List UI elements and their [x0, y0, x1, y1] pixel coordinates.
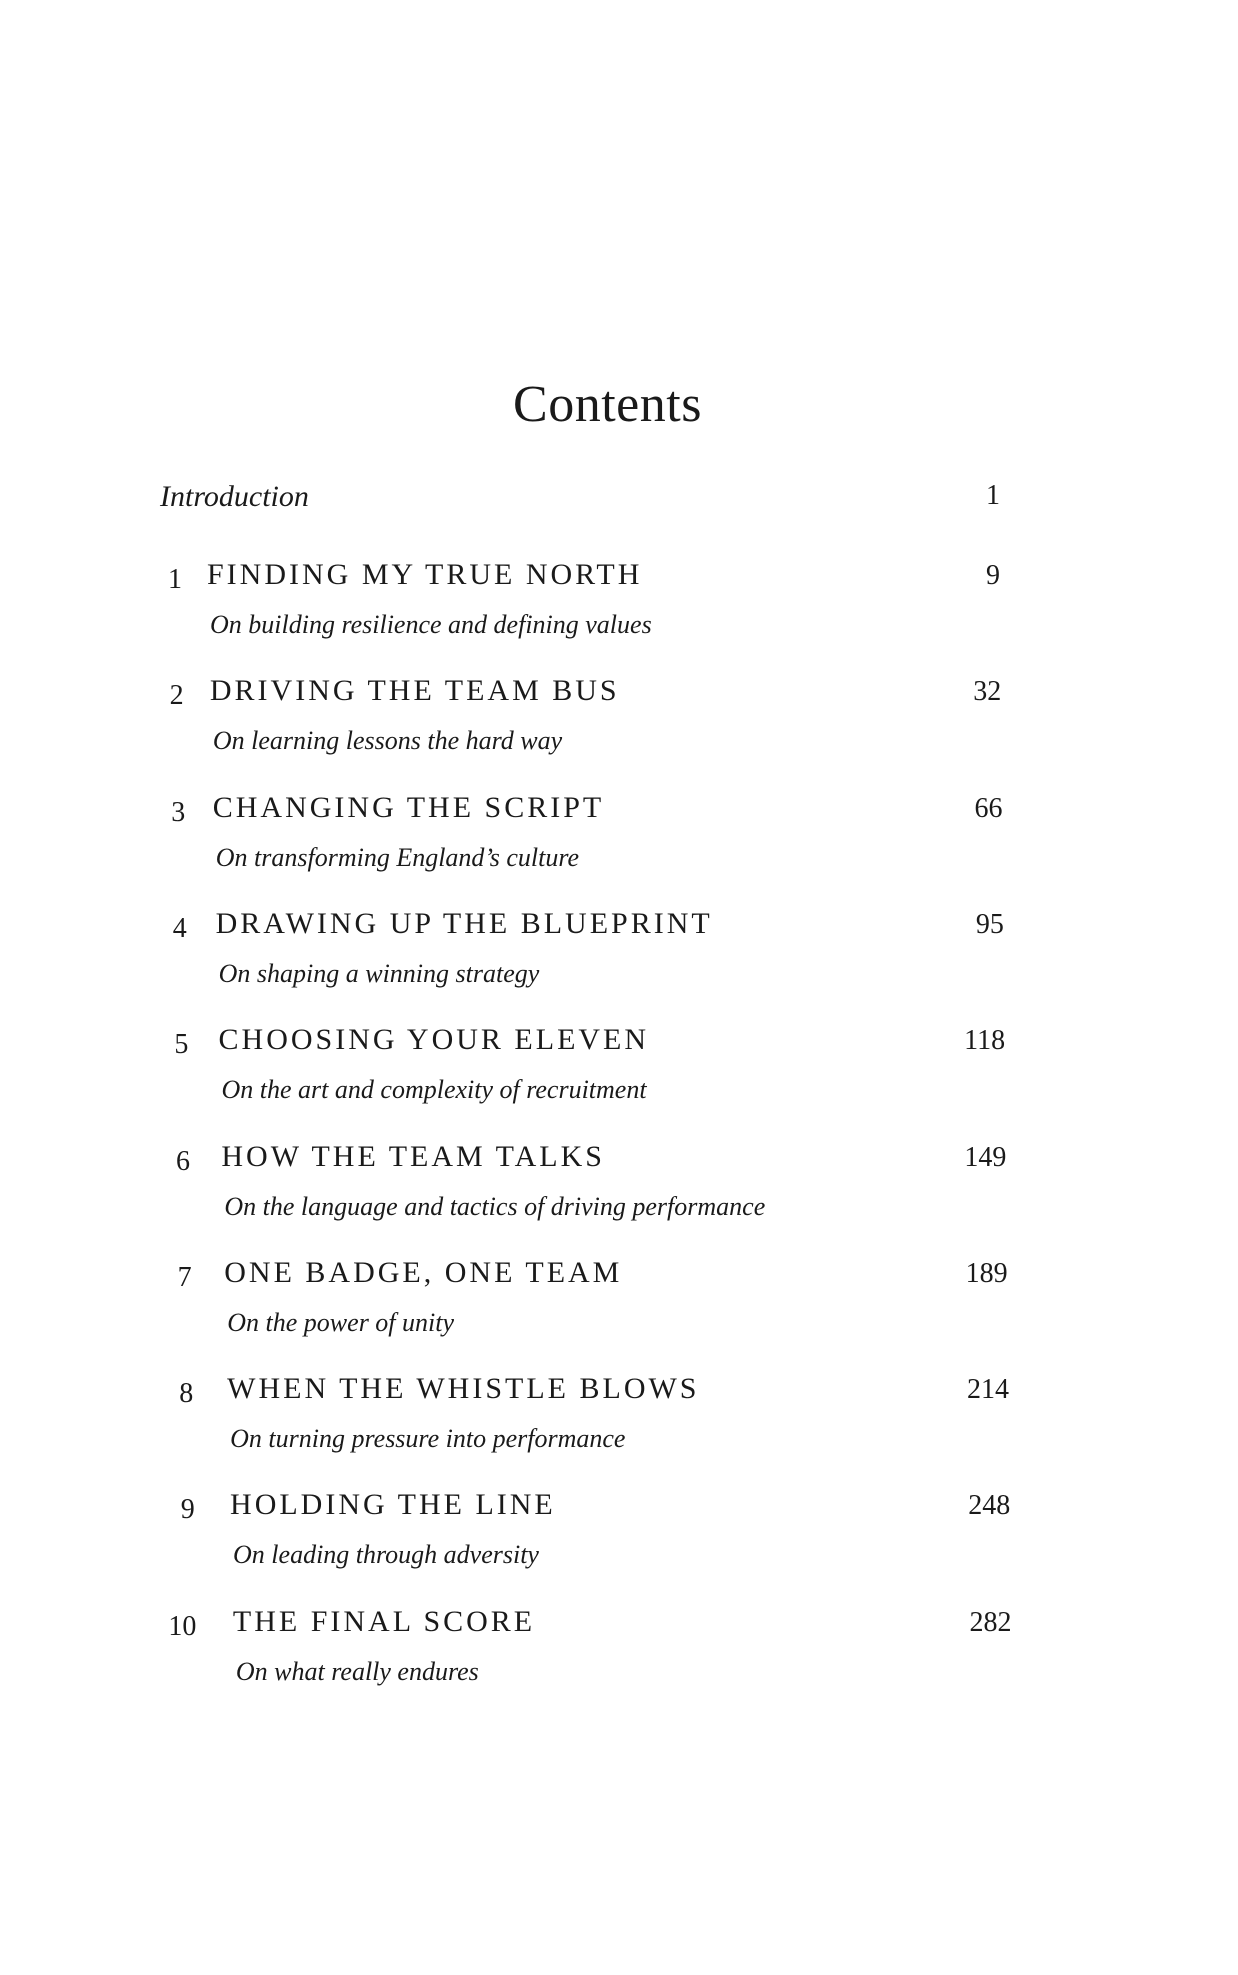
page-title: Contents — [513, 375, 702, 433]
chapter-page-number: 214 — [966, 1374, 1009, 1406]
chapter-page-number: 9 — [986, 560, 1000, 591]
chapter-number: 3 — [171, 796, 186, 828]
chapter-entry — [0, 1488, 1238, 1598]
chapter-subtitle: On turning pressure into performance — [230, 1424, 626, 1454]
chapter-subtitle: On leading through adversity — [233, 1540, 539, 1570]
chapter-entry — [0, 558, 1238, 668]
chapter-subtitle: On shaping a winning strategy — [218, 958, 540, 988]
chapter-title: FINDING MY TRUE NORTH — [207, 558, 643, 591]
introduction-label: Introduction — [160, 480, 309, 513]
chapter-title: CHOOSING YOUR ELEVEN — [218, 1023, 650, 1057]
chapter-subtitle: On the language and tactics of driving performance — [224, 1191, 766, 1221]
chapter-subtitle: On learning lessons the hard way — [212, 726, 563, 756]
chapter-page-number: 95 — [975, 908, 1004, 940]
chapter-entry — [0, 907, 1238, 1017]
chapter-page-number: 282 — [969, 1606, 1012, 1638]
introduction-page-number: 1 — [986, 480, 1000, 511]
chapter-title: DRAWING UP THE BLUEPRINT — [215, 906, 713, 940]
chapter-title: HOLDING THE LINE — [230, 1488, 556, 1522]
chapter-number: 1 — [168, 564, 182, 595]
chapter-number: 4 — [172, 912, 187, 944]
chapter-entry — [0, 1256, 1238, 1366]
chapter-number: 9 — [180, 1494, 195, 1526]
chapter-title: WHEN THE WHISTLE BLOWS — [227, 1372, 700, 1406]
chapter-number: 2 — [169, 680, 184, 712]
chapter-entry — [0, 674, 1238, 784]
chapter-subtitle: On the art and complexity of recruitment — [221, 1075, 647, 1105]
chapter-subtitle: On the power of unity — [227, 1307, 455, 1337]
chapter-title: ONE BADGE, ONE TEAM — [224, 1255, 623, 1289]
chapter-subtitle: On building resilience and defining values — [210, 610, 652, 639]
chapter-entry — [0, 1140, 1238, 1250]
chapter-page-number: 189 — [965, 1257, 1008, 1289]
chapter-entry — [0, 791, 1238, 901]
chapter-page-number: 32 — [973, 676, 1002, 708]
chapter-number: 7 — [177, 1261, 192, 1293]
chapter-title: HOW THE TEAM TALKS — [221, 1139, 605, 1173]
chapter-title: THE FINAL SCORE — [232, 1604, 536, 1638]
chapter-entry — [0, 1605, 1238, 1715]
chapter-entry — [0, 1023, 1238, 1133]
chapter-entry — [0, 1372, 1238, 1482]
chapter-page-number: 66 — [974, 792, 1003, 824]
chapter-number: 5 — [174, 1029, 189, 1061]
chapter-subtitle: On transforming England’s culture — [215, 842, 580, 872]
chapter-subtitle: On what really endures — [235, 1656, 479, 1686]
chapter-number: 6 — [176, 1145, 190, 1177]
chapter-number: 8 — [179, 1378, 194, 1410]
chapter-page-number: 118 — [964, 1025, 1006, 1057]
chapter-page-number: 149 — [964, 1141, 1007, 1173]
chapter-title: CHANGING THE SCRIPT — [212, 790, 605, 824]
chapter-title: DRIVING THE TEAM BUS — [209, 674, 620, 708]
chapter-page-number: 248 — [968, 1490, 1011, 1522]
chapter-number: 10 — [168, 1610, 197, 1642]
